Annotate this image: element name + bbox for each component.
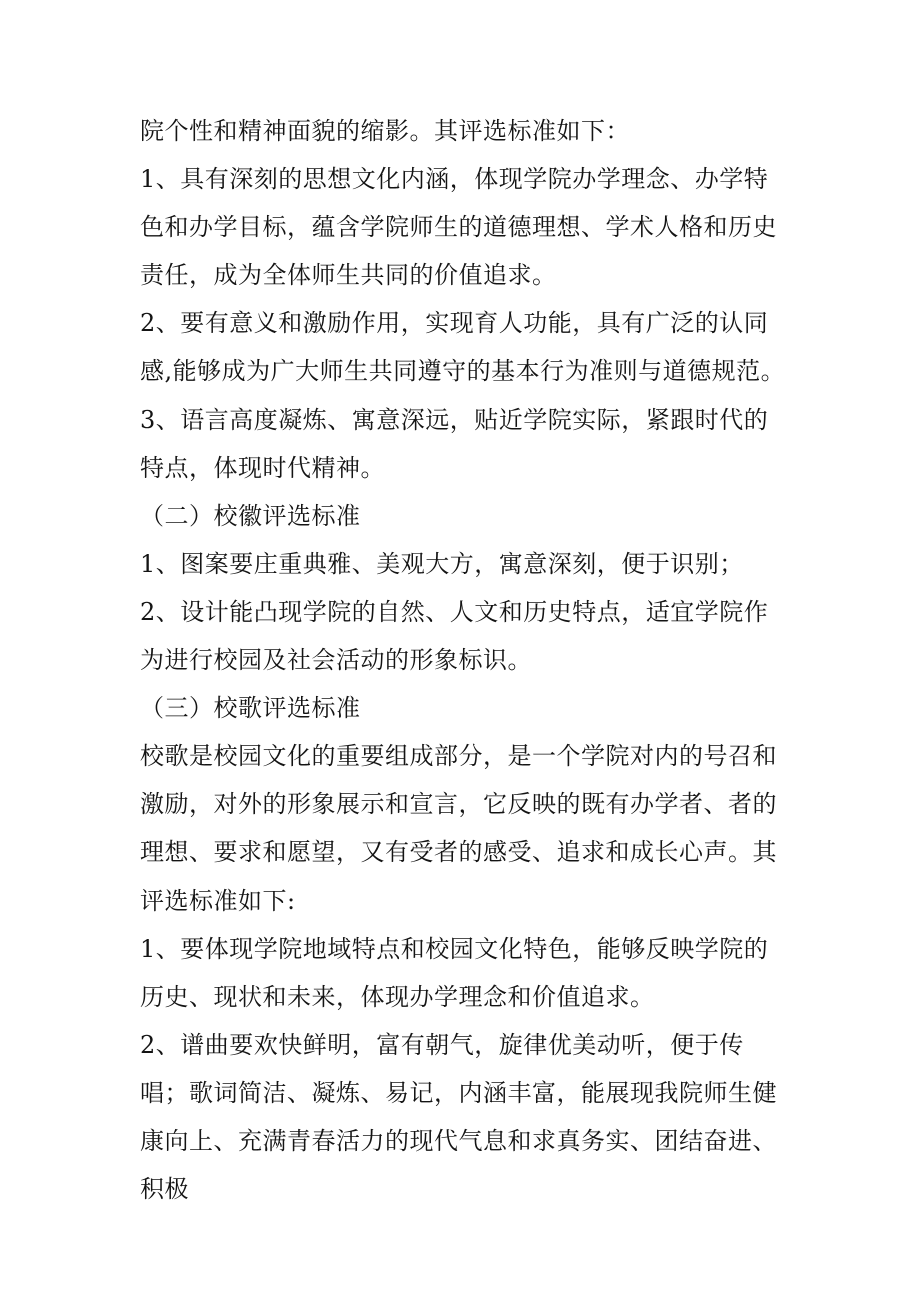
paragraph-motto-criterion-3: 3、语言高度凝炼、寓意深远，贴近学院实际，紧跟时代的特点，体现时代精神。	[140, 405, 769, 482]
paragraph-song-criterion-1: 1、要体现学院地域特点和校园文化特色，能够反映学院的历史、现状和未来，体现办学理念和价值追求。	[140, 934, 769, 1011]
document-body	[140, 107, 790, 1213]
paragraph-song-intro: 校歌是校园文化的重要组成部分，是一个学院对内的号召和激励，对外的形象展示和宣言，它反映的既有办学者、者的理想、要求和愿望，又有受者的感受、追求和成长心声。其评选标准如下:	[140, 742, 777, 915]
paragraph-motto-criterion-2: 2、要有意义和激励作用，实现育人功能，具有广泛的认同感,能够成为广大师生共同遵守的基本行为准则与道德规范。	[140, 309, 786, 386]
paragraph-motto-criterion-1: 1、具有深刻的思想文化内涵，体现学院办学理念、办学特色和办学目标，蕴含学院师生的道德理想、学术人格和历史责任，成为全体师生共同的价值追求。	[140, 165, 777, 290]
section-heading-emblem: （二）校徽评选标准	[140, 501, 361, 530]
paragraph-emblem-criterion-1: 1、图案要庄重典雅、美观大方，寓意深刻，便于识别；	[140, 549, 744, 578]
paragraph-emblem-criterion-2: 2、设计能凸现学院的自然、人文和历史特点，适宜学院作为进行校园及社会活动的形象标识。	[140, 597, 769, 675]
section-heading-song: （三）校歌评选标准	[140, 694, 361, 723]
paragraph-song-criterion-2: 2、谱曲要欢快鲜明，富有朝气，旋律优美动听，便于传唱；歌词简洁、凝炼、易记，内涵丰富，能展现我院师生健康向上、充满青春活力的现代气息和求真务实、团结奋进、积极	[140, 1030, 777, 1204]
paragraph-intro-continuation: 院个性和精神面貌的缩影。其评选标准如下：	[140, 117, 630, 145]
